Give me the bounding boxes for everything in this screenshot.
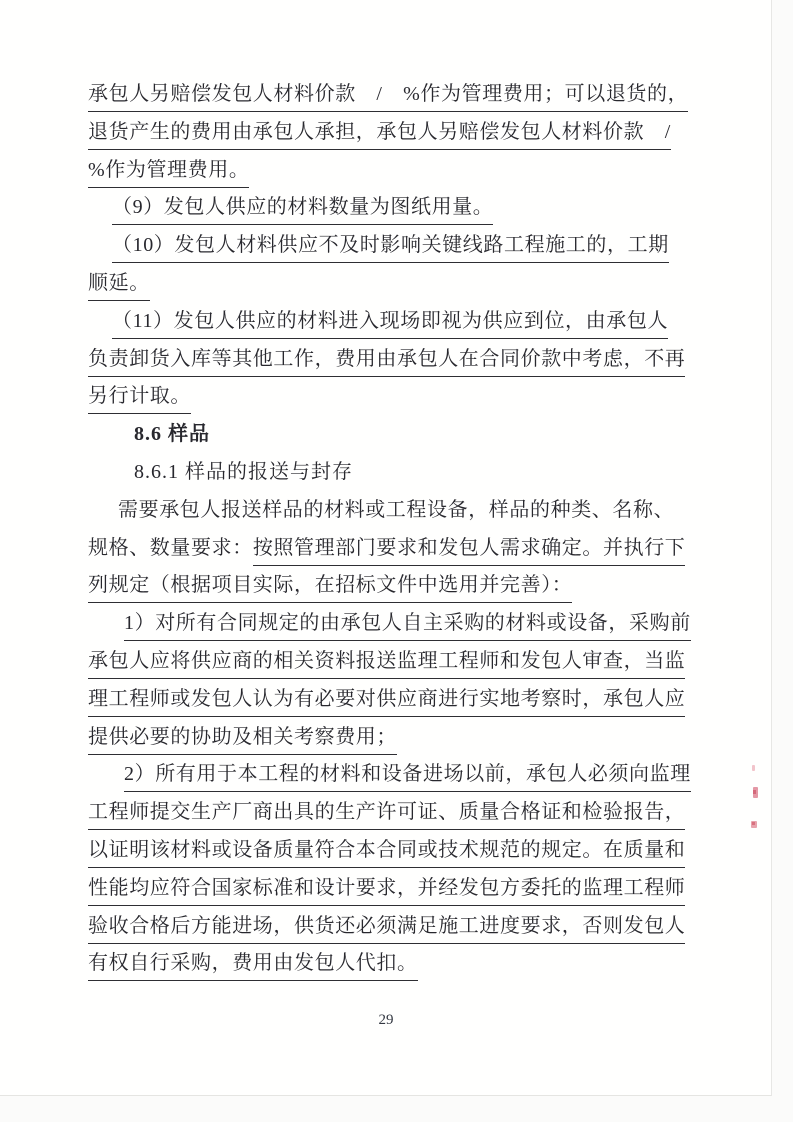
text-line <box>88 605 691 643</box>
text-line <box>88 189 688 227</box>
line-segment: 负责卸货入库等其他工作，费用由承包人在合同价款中考虑，不再 <box>88 348 685 377</box>
text-line <box>88 227 688 265</box>
line-segment: 另行计取。 <box>88 385 191 414</box>
text-line <box>88 908 688 946</box>
line-segment: 工程师提交生产厂商出具的生产许可证、质量合格证和检验报告， <box>88 801 685 830</box>
line-segment: 验收合格后方能进场，供货还必须满足施工进度要求，否则发包人 <box>88 915 685 944</box>
line-segment: 以证明该材料或设备质量符合本合同或技术规范的规定。在质量和 <box>88 839 685 868</box>
text-line <box>88 794 688 832</box>
line-segment: 8.6 样品 <box>134 423 210 446</box>
text-line <box>88 870 688 908</box>
text-line <box>88 76 688 114</box>
text-line <box>88 681 688 719</box>
line-segment: 8.6.1 样品的报送与封存 <box>134 460 353 483</box>
text-line <box>88 719 688 757</box>
scan-artifact-mark <box>752 765 755 771</box>
line-segment: （9）发包人供应的材料数量为图纸用量。 <box>112 196 493 225</box>
text-line <box>88 114 688 152</box>
line-segment: 性能均应符合国家标准和设计要求，并经发包方委托的监理工程师 <box>88 877 685 906</box>
scan-artifact-mark <box>751 821 757 828</box>
text-line <box>88 756 691 794</box>
text-line <box>88 530 688 568</box>
text-line <box>88 416 688 454</box>
text-line <box>88 945 688 983</box>
line-segment: 承包人另赔偿发包人材料价款 / %作为管理费用；可以退货的， <box>88 83 688 112</box>
line-segment: 承包人应将供应商的相关资料报送监理工程师和发包人审查，当监 <box>88 650 685 679</box>
line-segment: 按照管理部门要求和发包人需求确定。并执行下 <box>253 537 686 566</box>
line-segment: 顺延。 <box>88 272 150 301</box>
scan-artifact-mark <box>753 787 758 798</box>
text-line <box>88 341 688 379</box>
text-line <box>88 378 688 416</box>
line-segment: （10）发包人材料供应不及时影响关键线路工程施工的，工期 <box>112 234 669 263</box>
line-segment: 有权自行采购，费用由发包人代扣。 <box>88 952 418 981</box>
text-line <box>88 454 688 492</box>
page-number: 29 <box>378 1012 394 1028</box>
line-segment: 需要承包人报送样品的材料或工程设备，样品的种类、名称、 <box>118 498 675 521</box>
text-line <box>88 152 688 190</box>
line-segment: 提供必要的协助及相关考察费用； <box>88 726 397 755</box>
line-segment: 2）所有用于本工程的材料和设备进场以前，承包人必须向监理 <box>124 763 691 792</box>
line-segment: （11）发包人供应的材料进入现场即视为供应到位，由承包人 <box>112 310 668 339</box>
line-segment: 列规定（根据项目实际，在招标文件中选用并完善）： <box>88 574 572 603</box>
text-line <box>88 643 688 681</box>
line-segment: %作为管理费用。 <box>88 159 249 188</box>
line-segment: 退货产生的费用由承包人承担，承包人另赔偿发包人材料价款 / <box>88 121 671 150</box>
document-text <box>88 76 691 983</box>
text-line <box>88 567 688 605</box>
text-line <box>88 832 688 870</box>
line-segment: 1）对所有合同规定的由承包人自主采购的材料或设备，采购前 <box>124 612 691 641</box>
text-line <box>88 303 688 341</box>
text-line <box>88 492 688 530</box>
text-line <box>88 265 688 303</box>
line-segment: 理工程师或发包人认为有必要对供应商进行实地考察时，承包人应 <box>88 688 685 717</box>
line-segment: 规格、数量要求： <box>88 536 253 559</box>
